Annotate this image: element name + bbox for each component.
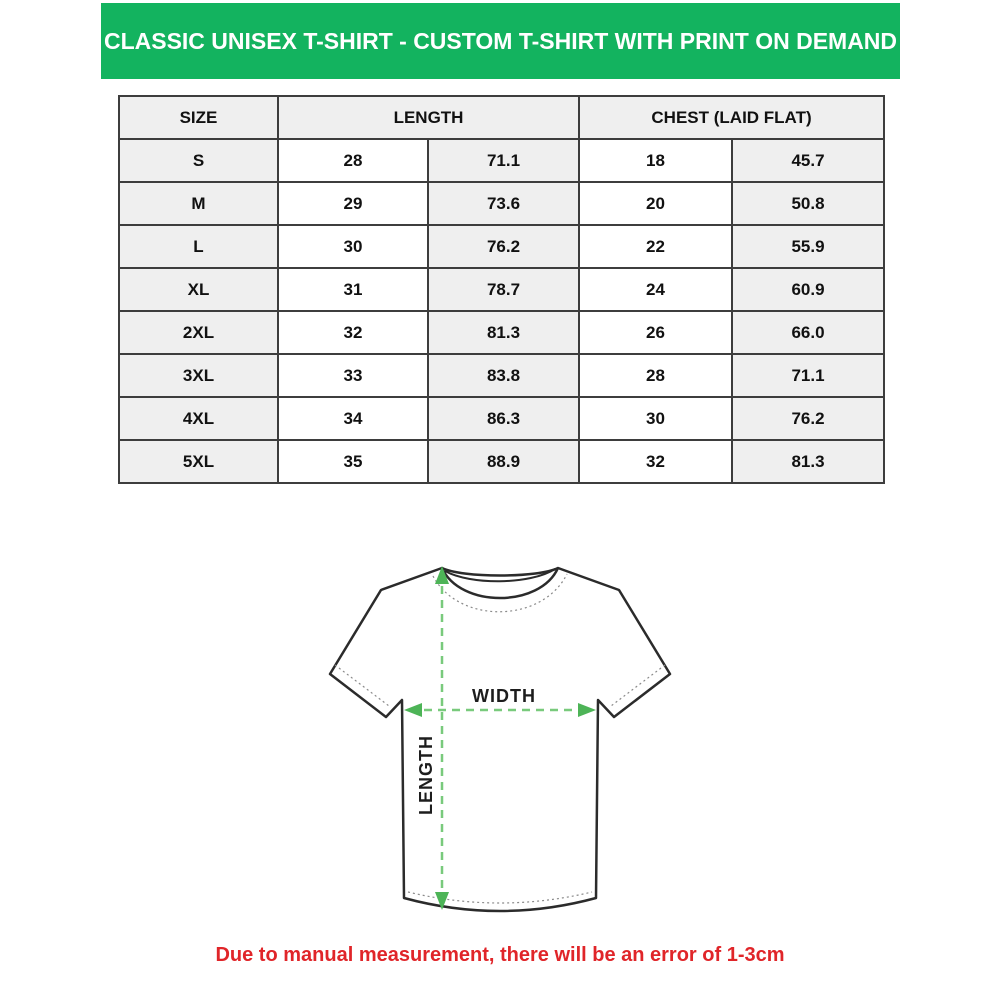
chest-in-cell: 20	[579, 182, 732, 225]
length-cm-cell: 76.2	[428, 225, 579, 268]
size-cell: L	[119, 225, 278, 268]
size-cell: M	[119, 182, 278, 225]
size-cell: 4XL	[119, 397, 278, 440]
chest-cm-cell: 66.0	[732, 311, 884, 354]
tshirt-measurement-diagram	[318, 552, 682, 932]
size-chart-table	[118, 95, 885, 484]
tshirt-outline	[330, 568, 670, 911]
chest-in-cell: 22	[579, 225, 732, 268]
title-banner	[101, 3, 900, 79]
table-row	[119, 397, 884, 440]
length-cm-cell: 73.6	[428, 182, 579, 225]
length-cm-cell: 83.8	[428, 354, 579, 397]
size-cell: S	[119, 139, 278, 182]
chest-cm-cell: 76.2	[732, 397, 884, 440]
length-cm-cell: 88.9	[428, 440, 579, 483]
width-label: WIDTH	[472, 686, 536, 706]
length-in-cell: 33	[278, 354, 428, 397]
column-header-length: LENGTH	[278, 96, 579, 139]
chest-cm-cell: 60.9	[732, 268, 884, 311]
table-row	[119, 268, 884, 311]
chest-in-cell: 18	[579, 139, 732, 182]
chest-in-cell: 30	[579, 397, 732, 440]
size-cell: 5XL	[119, 440, 278, 483]
measurement-disclaimer: Due to manual measurement, there will be an error of 1-3cm	[215, 944, 785, 966]
length-in-cell: 35	[278, 440, 428, 483]
length-in-cell: 34	[278, 397, 428, 440]
length-in-cell: 28	[278, 139, 428, 182]
length-in-cell: 31	[278, 268, 428, 311]
size-cell: XL	[119, 268, 278, 311]
column-header-size: SIZE	[119, 96, 278, 139]
size-cell: 2XL	[119, 311, 278, 354]
length-in-cell: 29	[278, 182, 428, 225]
length-cm-cell: 71.1	[428, 139, 579, 182]
chest-cm-cell: 45.7	[732, 139, 884, 182]
table-header-row	[119, 96, 884, 139]
chest-in-cell: 28	[579, 354, 732, 397]
length-in-cell: 30	[278, 225, 428, 268]
table-row	[119, 311, 884, 354]
chest-in-cell: 24	[579, 268, 732, 311]
column-header-chest: CHEST (LAID FLAT)	[579, 96, 884, 139]
table-row	[119, 139, 884, 182]
length-cm-cell: 81.3	[428, 311, 579, 354]
chest-cm-cell: 81.3	[732, 440, 884, 483]
chest-in-cell: 26	[579, 311, 732, 354]
table-row	[119, 440, 884, 483]
table-row	[119, 354, 884, 397]
chest-in-cell: 32	[579, 440, 732, 483]
length-label: LENGTH	[416, 735, 436, 815]
table-row	[119, 182, 884, 225]
size-cell: 3XL	[119, 354, 278, 397]
chest-cm-cell: 55.9	[732, 225, 884, 268]
table-row	[119, 225, 884, 268]
chest-cm-cell: 71.1	[732, 354, 884, 397]
length-cm-cell: 86.3	[428, 397, 579, 440]
length-in-cell: 32	[278, 311, 428, 354]
chest-cm-cell: 50.8	[732, 182, 884, 225]
tshirt-diagram-svg	[318, 552, 682, 932]
length-cm-cell: 78.7	[428, 268, 579, 311]
page-title: CLASSIC UNISEX T-SHIRT - CUSTOM T-SHIRT WITH PRINT ON DEMAND	[103, 27, 898, 54]
